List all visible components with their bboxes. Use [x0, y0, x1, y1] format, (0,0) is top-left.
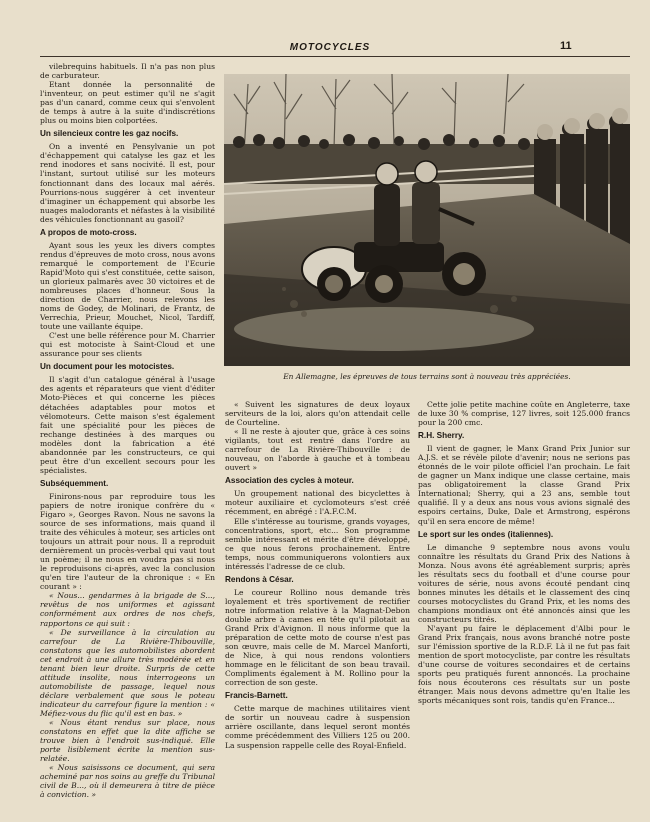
- section-heading: Un silencieux contre les gaz nocifs.: [40, 129, 179, 139]
- left-column: [40, 62, 215, 799]
- section-heading: Subséquemment.: [40, 478, 109, 488]
- quoted-paragraph: « De surveillance à la circulation au carrefour de La Rivière-Thibouville, constatons que les automobilistes abordent cet endroit à une allure très modérée et en tenant bien leur droite. Surpris de cette attitude insolite, nous interrogeons un automobiliste de passage, lequel nous déclare verbalement que sous le poteau indicateur du carrefour figure la mention : « Méfiez-vous du flic qu'il est en bas. »: [40, 627, 215, 718]
- running-header: MOTOCYCLES: [289, 42, 371, 53]
- body-paragraph: vilebrequins habituels. Il n'a pas non plus de carburateur.: [40, 62, 215, 81]
- page-number: 11: [560, 40, 572, 52]
- body-paragraph: Il vient de gagner, le Manx Grand Prix Junior sur A.J.S. et se révèle pilote d'avenir; nous ne serions pas étonnés de le voir pilote officiel l'an prochain. Le fait de gagner un Manx indique une classe certaine, mais pas obligatoirement la classe Grand Prix International; Sherry, qui a 23 ans, semble tout qualifié. Il y a deux ans nous vous avions signalé des espoirs certains, Duke, Dale et Armstrong, espérons qu'il en sera encore de même!: [418, 444, 630, 526]
- body-paragraph: N'ayant pu faire le déplacement d'Albi pour le Grand Prix français, nous avons branché notre poste sur l'émission sportive de la R.D.F. Là il ne fut pas fait mention de sport motocycliste, par contre les résultats d'une course de voitures secondaires et de certains sports peu pratiqués furent annoncés. La prochaine fois nous écouterons ces résultats sur un poste étranger. Mais nous devons admettre qu'en Italie les sports mécaniques sont rois, tandis qu'en France...: [418, 623, 630, 706]
- quoted-paragraph: « Nous étant rendus sur place, nous constatons en effet que la dite affiche se trouve bien à l'endroit sus-indiqué. Elle porte lisiblement écrite la mention sus-relatée.: [40, 718, 215, 764]
- body-paragraph: C'est une belle référence pour M. Charrier qui est motociste à Saint-Cloud et une assurance pour ses clients: [40, 331, 215, 359]
- right-column: [418, 400, 630, 705]
- body-paragraph: Cette jolie petite machine coûte en Angleterre, taxe de luxe 30 % comprise, 127 livres, soit 125.000 francs pour la 200 cmc.: [418, 400, 630, 428]
- section-heading: Association des cycles à moteur.: [225, 476, 354, 486]
- section-heading: R.H. Sherry.: [418, 431, 465, 441]
- body-paragraph: Cette marque de machines utilitaires vient de sortir un nouveau cadre à suspension arrière oscillante, dans lequel seront montés comme précédemment des Villiers 125 ou 200. La suspension rappelle celle des Royal-Enfield.: [225, 704, 410, 750]
- body-paragraph: « Il ne reste à ajouter que, grâce à ces soins vigilants, tout est rentré dans l'ordre au carrefour de La Rivière-Thibouville : de nouveau, on l'aborde à gauche et à tombeau ouvert »: [225, 427, 410, 473]
- body-paragraph: On a inventé en Pensylvanie un pot d'échappement qui catalyse les gaz et les rend inodores et sans nocivité. Il est, pour l'instant, surtout utilisé sur les moteurs fonctionnant dans des locaux mal aérés. Pourrions-nous suggérer à cet inventeur d'imaginer un échappement qui absorbe les nuages malodorants et néfastes à la visibilité des véhicules fonctionnant au gasoil?: [40, 142, 215, 224]
- section-heading: Le sport sur les ondes (italiennes).: [418, 529, 554, 539]
- body-paragraph: Finirons-nous par reproduire tous les papiers de notre ironique confrère du « Figaro », Georges Ravon. Nous ne savons la source de ses informations, mais quand il traite des véhicules à moteur, ses articles ont toujours un attrait pour nous. Il a reproduit dernièrement un procès-verbal qui vaut tout un poème; il ne nous en voudra pas si nous le reproduisons ci-après, avec la conclusion qu'en tire l'auteur de la chronique : « En courant » :: [40, 491, 215, 592]
- body-paragraph: Un groupement national des bicyclettes à moteur auxiliaire et cyclomoteurs s'est créé récemment, en abrégé : l'A.F.C.M.: [225, 489, 410, 517]
- body-paragraph: Ayant sous les yeux les divers comptes rendus d'épreuves de moto cross, nous avons remarqué le comportement de l'Ecurie Rapid'Moto qui s'est constituée, cette saison, un glorieux palmarès avec 30 victoires et de nombreuses places d'honneur. Sous la direction de Charrier, nous relevons les noms de Godey, de Molinari, de Frantz, de Verrechia, Prieur, Mouchet, Nicol, Tardiff, toute une vaillante équipe.: [40, 240, 215, 332]
- middle-column: [225, 400, 410, 750]
- body-paragraph: Il s'agit d'un catalogue général à l'usage des agents et réparateurs que vient d'éditer Moto-Pièces et qui concerne les pièces détachées adaptables pour motos et vélomoteurs. Cette maison s'est également fait une spécialité pour les pièces de rechange destinées à des marques ou modèles dont la fabrication a été abandonnée par les constructeurs, ce qui peut être d'un excellent secours pour les spécialistes.: [40, 375, 215, 475]
- sidecar-race-illustration: [224, 74, 630, 366]
- body-paragraph: Etant donnée la personnalité de l'inventeur, on peut estimer qu'il ne s'agit pas d'un canard, comme ceux qui s'envolent de temps à autre à la suite d'indiscrétions plus ou moins bien colportées.: [40, 80, 215, 126]
- body-paragraph: Le coureur Rollino nous demande très loyalement et très sportivement de rectifier notre information relative à la Magnat-Debon double arbre à cames en tête qu'il pilotait au Grand Prix d'Avignon. Il nous informe que la préparation de cette moto de course n'est pas son œuvre, mais celle de M. Marcel Manforti, de Nice, à qui nous rendons volontiers hommage en le félicitant de son beau travail. Compliments également à M. Rollino pour la correction de son geste.: [225, 587, 410, 688]
- header-rule: [40, 56, 630, 57]
- body-paragraph: Le dimanche 9 septembre nous avons voulu connaître les résultats du Grand Prix des Nations à Monza. Nous avons été agréablement surpris; après les résultats secs du football et d'une course pour voitures de série, nous avons écouté pendant cinq bonnes minutes les détails et le classement des cinq courses motocyclistes du Grand Prix, et les noms des champions mondiaux ont été annoncés ainsi que les constructeurs titrés.: [418, 542, 630, 624]
- photo-caption: En Allemagne, les épreuves de tous terrains sont à nouveau très appréciées.: [283, 372, 571, 381]
- body-paragraph: Elle s'intéresse au tourisme, grands voyages, concentrations, sport, etc... Son programme semble intéressant et mérite d'être développé, ce que nous ferons prochainement. Entre temps, nous communiquerons volontiers aux intéressés l'adresse de ce club.: [225, 516, 410, 571]
- motocross-photo: [224, 74, 630, 366]
- section-heading: Francis-Barnett.: [225, 691, 288, 701]
- section-heading: Un document pour les motocistes.: [40, 362, 175, 372]
- quoted-paragraph: « Nous saisissons ce document, qui sera acheminé par nos soins au greffe du Tribunal civil de B..., où il demeurera à titre de pièce à conviction. »: [40, 763, 215, 800]
- section-heading: Rendons à César.: [225, 574, 294, 584]
- body-paragraph: « Suivent les signatures de deux loyaux serviteurs de la loi, alors qu'on attendait celle de Courteline.: [225, 400, 410, 428]
- quoted-paragraph: « Nous... gendarmes à la brigade de S..., revêtus de nos uniformes et agissant conformément aux ordres de nos chefs, rapportons ce qui suit :: [40, 591, 215, 628]
- section-heading: A propos de moto-cross.: [40, 227, 137, 237]
